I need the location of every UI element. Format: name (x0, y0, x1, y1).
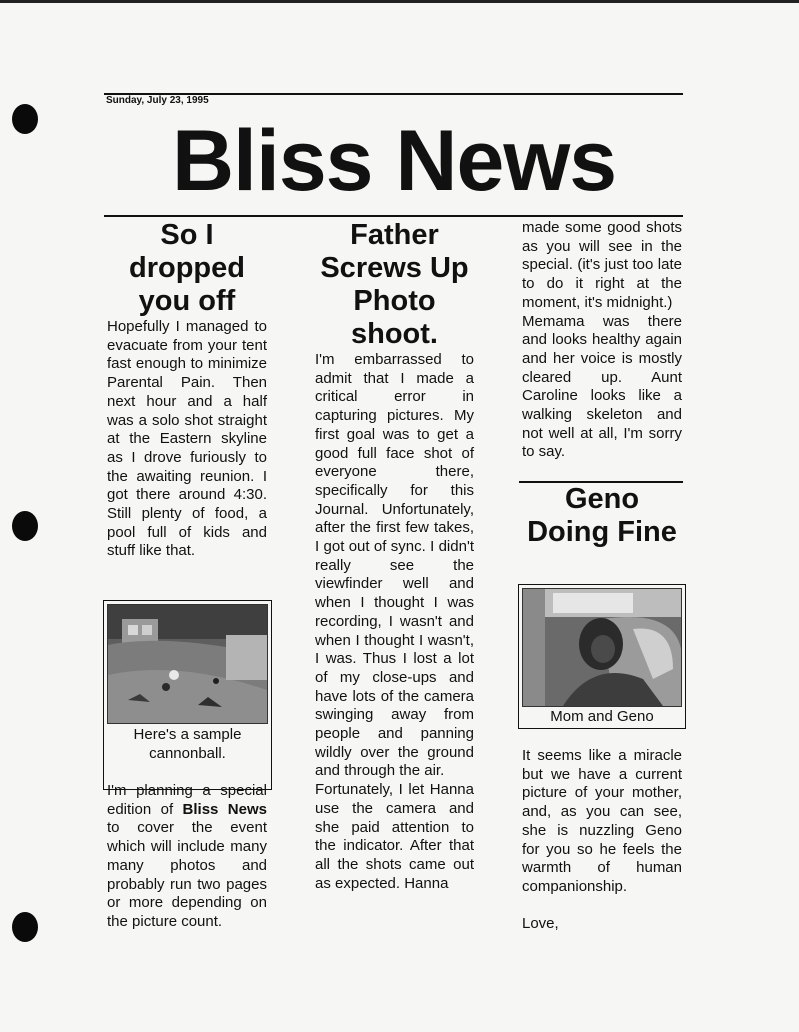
geno-photo-frame (518, 584, 686, 729)
article-photo-shoot-text: I'm embarrassed to admit that I made a critical error in capturing pictures. My first goal was to get a good full face shot of everyone there, specifically for this Journal. Unfortunately, after the first few takes, I got out of sync. I didn't really see the viewfinder well and when I thought I was recording, I wasn't and when I thought I wasn't, I was. Thus I lost a lot of my close-ups and have lots of the camera swinging away from people and panning wildly over the ground and through the air. (315, 351, 474, 780)
geno-photo-caption: Mom and Geno (550, 708, 654, 725)
memama-text: Memama was there and looks healthy again and her voice is mostly cleared up. Aunt Caroline looks like a walking skeleton and not well at all, I'm sorry to say. (522, 312, 682, 461)
masthead-rule (104, 215, 683, 217)
column-3 (522, 219, 682, 462)
cannonball-photo (107, 604, 268, 724)
geno-headline-block (522, 483, 682, 549)
issue-date: Sunday, July 23, 1995 (106, 95, 209, 106)
article-photo-shoot-text-2: Fortunately, I let Hanna use the camera and she paid attention to the indicator. After that all the shots came out as expected. Hanna (315, 781, 474, 892)
punch-hole-middle (12, 511, 38, 541)
cannonball-photo-caption: Here's a sample cannonball. (133, 726, 242, 762)
mom-and-geno-photo (522, 588, 682, 707)
headline-dropped-off: So I dropped you off (129, 219, 245, 317)
column-2 (315, 219, 474, 893)
cannonball-photo-frame (103, 600, 272, 790)
punch-hole-bottom (12, 912, 38, 942)
column-1 (107, 219, 267, 561)
punch-hole-top (12, 104, 38, 134)
headline-photo-shoot: Father Screws Up Photo shoot. (320, 219, 469, 350)
column-3-lower (522, 747, 682, 933)
masthead-title: Bliss News (171, 113, 617, 209)
special-edition-text: I'm planning a special edition of Bliss News to cover the event which will include many many photos and probably run two pages or more depending on the picture count. (107, 782, 267, 930)
article-dropped-off-text: Hopefully I managed to evacuate from your tent fast enough to minimize Parental Pain. Then next hour and a half was a solo shot straight at the Eastern skyline as I drove furiously to the awaiting reunion. I got there around 4:30. Still plenty of food, a pool full of kids and stuff like that. (107, 318, 267, 560)
headline-geno: Geno Doing Fine (527, 483, 677, 548)
article-continued-text: made some good shots as you will see in the special. (it's just too late to do it right at the moment, it's midnight.) (522, 219, 682, 311)
geno-article-text: It seems like a miracle but we have a current picture of your mother, and, as you can see, she is nuzzling Geno for you so he feels the warmth of human companionship. (522, 747, 682, 895)
bliss-news-bold: Bliss News (182, 800, 267, 818)
closing-text: Love, (522, 914, 559, 932)
column-1-lower (107, 782, 267, 932)
page-top-edge (0, 0, 799, 3)
